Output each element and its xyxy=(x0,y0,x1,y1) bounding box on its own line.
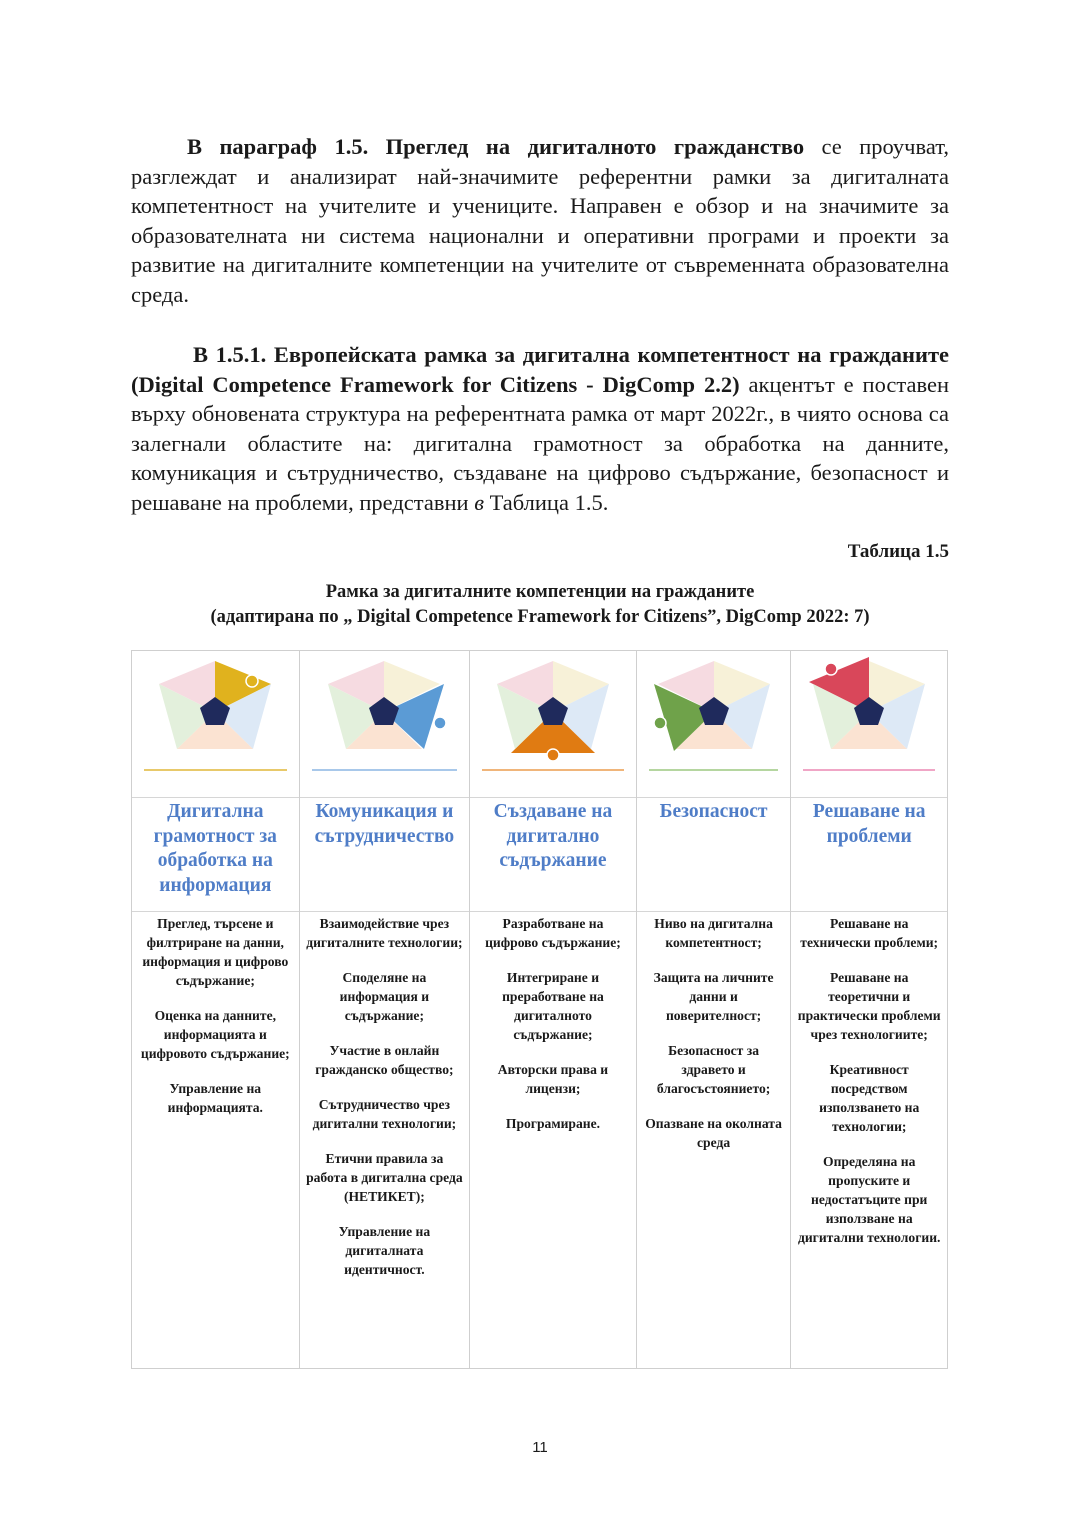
list-item: Етични правила за работа в дигитална среда (НЕТИКЕТ); xyxy=(306,1151,463,1204)
color-underline xyxy=(482,769,624,771)
section-title: В параграф 1.5. Преглед на дигиталното гражданство xyxy=(187,134,805,159)
image-cell xyxy=(791,651,947,798)
caption-line-2: (адаптирана по „ Digital Competence Framework for Citizens”, DigComp 2022: 7) xyxy=(210,607,870,627)
list-item: Програмиране. xyxy=(505,1116,601,1131)
list-item: Креативност посредством използването на технологии; xyxy=(819,1062,920,1134)
list-item: Авторски права и лицензи; xyxy=(497,1062,609,1096)
list-item: Участие в онлайн гражданско общество; xyxy=(315,1043,454,1077)
table-column xyxy=(470,651,637,1368)
pentagon-diagram-icon xyxy=(145,657,285,767)
subsection-title: В 1.5.1. Европейската рамка за дигитална компетентност на гражданите (Digital Competence Framework for Citizens - DigComp 2.2) xyxy=(131,342,949,397)
table-column xyxy=(132,651,300,1368)
list-item: Решаване на теоретични и практически проблеми чрез технологиите; xyxy=(797,970,941,1042)
list-item: Определяна на пропуските и недостатъците при използване на дигитални технологии. xyxy=(797,1154,941,1245)
list-item: Защита на личните данни и поверителност; xyxy=(653,970,774,1023)
list-item: Безопасност за здравето и благосъстоянието; xyxy=(656,1043,771,1096)
list-item: Оценка на данните, информацията и цифровото съдържание; xyxy=(140,1008,290,1061)
list-item: Управление на информацията. xyxy=(167,1081,263,1115)
page-number: 11 xyxy=(532,1439,548,1456)
table-label: Таблица 1.5 xyxy=(847,541,949,562)
list-item: Управление на дигиталната идентичност. xyxy=(338,1224,431,1277)
subsection-paragraph: В 1.5.1. Европейската рамка за дигитална компетентност на гражданите (Digital Competence Framework for Citizens - DigComp 2.2) акцентът е поставен върху обновената структура на референтната рамка от март 2022г., в чиято основа са залегнали областите на: дигитална грамотност за обработка на данните, комуникация и сътрудничество, създаване на цифрово съдържание, безопасност и решаване на проблеми, представни в Таблица 1.5. xyxy=(131,342,949,515)
image-cell xyxy=(637,651,791,798)
list-item: Взаимодействие чрез дигиталните технологии; xyxy=(306,916,463,950)
image-cell xyxy=(132,651,299,798)
column-heading: Безопасност xyxy=(637,798,791,912)
column-heading: Дигитална грамотност за обработка на информация xyxy=(132,798,299,912)
image-cell xyxy=(470,651,636,798)
image-cell xyxy=(300,651,470,798)
column-heading: Комуникация и сътрудничество xyxy=(300,798,470,912)
list-item: Решаване на технически проблеми; xyxy=(800,916,939,950)
table-caption xyxy=(131,580,949,630)
pentagon-diagram-icon xyxy=(483,657,623,767)
column-heading: Решаване на проблеми xyxy=(791,798,947,912)
caption-line-1: Рамка за дигиталните компетенции на гражданите xyxy=(325,582,755,602)
intro-paragraph xyxy=(131,132,949,310)
table-column xyxy=(300,651,471,1368)
color-underline xyxy=(312,769,458,771)
column-body xyxy=(300,912,470,1279)
pentagon-diagram-icon xyxy=(314,657,454,767)
column-body xyxy=(637,912,791,1152)
list-item: Ниво на дигитална компетентност; xyxy=(654,916,773,950)
list-item: Преглед, търсене и филтриране на данни, информация и цифрово съдържание; xyxy=(142,916,289,988)
color-underline xyxy=(649,769,779,771)
table-column xyxy=(791,651,947,1368)
list-item: Сътрудничество чрез дигитални технологии; xyxy=(312,1097,457,1131)
column-body xyxy=(470,912,636,1133)
color-underline xyxy=(803,769,935,771)
table-column xyxy=(637,651,792,1368)
column-body xyxy=(132,912,299,1117)
list-item: Споделяне на информация и съдържание; xyxy=(339,970,430,1023)
list-item: Опазване на околната среда xyxy=(645,1116,782,1150)
intro-text: се проучват, разглеждат и анализират най-значимите референтни рамки за дигиталната компетентност на учителите и учениците. Направен е обзор и на значимите за образователната ни система национални и оперативни програми и проекти за развитие на дигиталните компетенции на учителите от съвременната образователна среда. xyxy=(131,134,949,307)
pentagon-diagram-icon xyxy=(799,657,939,767)
column-heading: Създаване на дигитално съдържание xyxy=(470,798,636,912)
column-body xyxy=(791,912,947,1247)
pentagon-diagram-icon xyxy=(644,657,784,767)
list-item: Интегриране и преработване на дигиталното съдържание; xyxy=(502,970,604,1042)
color-underline xyxy=(144,769,287,771)
list-item: Разработване на цифрово съдържание; xyxy=(485,916,621,950)
competence-table xyxy=(131,650,948,1369)
